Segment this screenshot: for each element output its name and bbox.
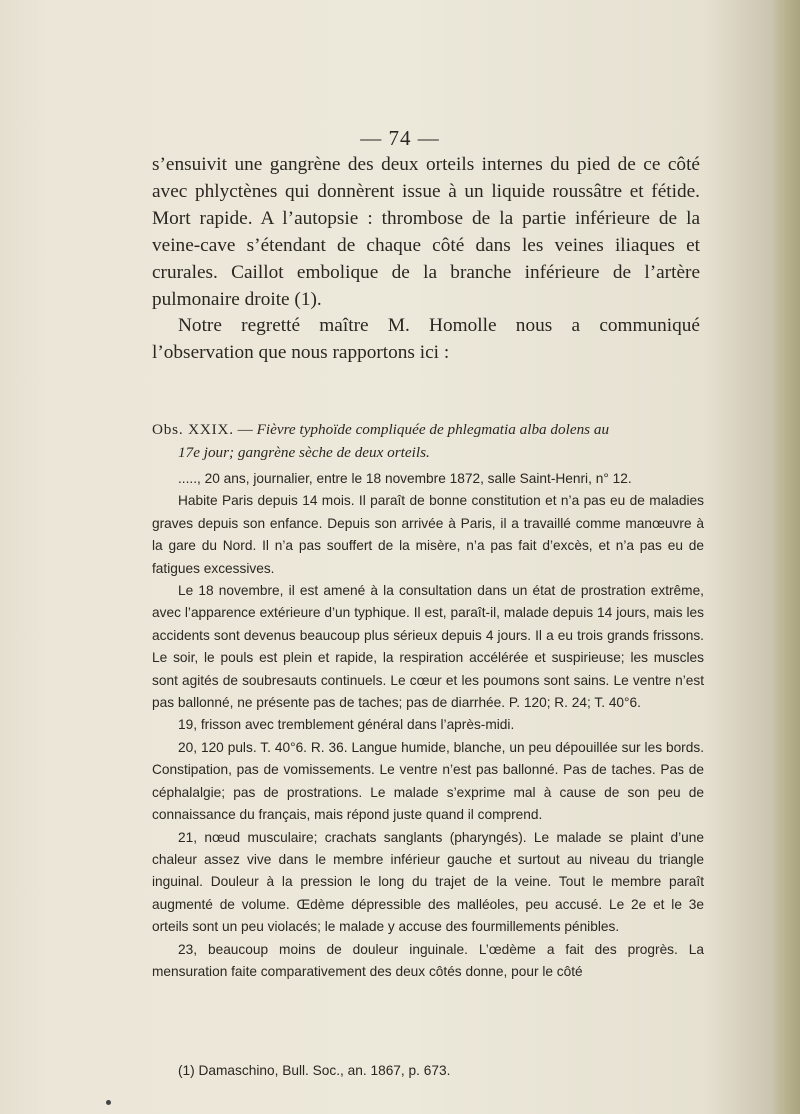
body-paragraph: 23, beaucoup moins de douleur inguinale. L’œdème a fait des progrès. La mensuration faite comparativement des deux côtés donne, pour le côté	[152, 941, 704, 979]
observation-body	[152, 468, 704, 983]
footnote: (1) Damaschino, Bull. Soc., an. 1867, p. 673.	[178, 1063, 451, 1078]
observation-title-line-1: Fièvre typhoïde compliquée de phlegmatia alba dolens au	[256, 421, 610, 438]
intro-paragraph-1: s’ensuivit une gangrène des deux orteils internes du pied de ce côté avec phlyctènes qui donnèrent issue à un liquide roussâtre et fétide. Mort rapide. A l’autopsie : thrombose de la partie inférieure de la veine-cave s’étendant de chaque côté dans les veines iliaques et crurales. Caillot embolique de la branche inférieure de l’artère pulmonaire droite (1).	[152, 154, 700, 310]
body-paragraph: 21, nœud musculaire; crachats sanglants (pharyngés). Le malade se plaint d’une chaleur assez vive dans le membre inférieur gauche et surtout au niveau du triangle inguinal. Douleur à la pression le long du trajet de la veine. Tout le membre paraît augmenté de volume. Œdème dépressible des malléoles, peu accusé. Le 2e et le 3e orteils sont un peu violacés; le malade y accuse des fourmillements pénibles.	[152, 829, 704, 935]
body-paragraph: 20, 120 puls. T. 40°6. R. 36. Langue humide, blanche, un peu dépouillée sur les bords. Constipation, pas de vomissements. Le ventre n’est pas ballonné. Pas de taches. Pas de céphalalgie; pas de prostrations. Le malade s’exprime mal à cause de son peu de connaissance du français, mais répond juste quand il comprend.	[152, 739, 704, 823]
page-number: — 74 —	[360, 126, 440, 150]
body-paragraph: Habite Paris depuis 14 mois. Il paraît de bonne constitution et n’a pas eu de maladies graves depuis son enfance. Depuis son arrivée à Paris, il a travaillé comme manœuvre à la gare du Nord. Il n’a pas souffert de la misère, n’a pas fait d’excès, et n’a pas eu de fatigues excessives.	[152, 493, 704, 576]
intro-text	[152, 152, 700, 367]
observation-label: Obs. XXIX.	[152, 421, 234, 438]
ink-dot	[106, 1100, 111, 1105]
body-paragraph: ....., 20 ans, journalier, entre le 18 novembre 1872, salle Saint-Henri, n° 12.	[178, 471, 632, 486]
body-paragraph: 19, frisson avec tremblement général dans l’après-midi.	[178, 717, 515, 733]
observation-heading	[152, 419, 712, 464]
observation-dash: —	[233, 421, 257, 438]
intro-paragraph-2: Notre regretté maître M. Homolle nous a communiqué l’observation que nous rapportons ici :	[152, 315, 700, 364]
page-edge-shadow	[772, 0, 800, 1114]
observation-title-line-2: 17e jour; gangrène sèche de deux orteils.	[178, 443, 430, 461]
body-paragraph: Le 18 novembre, il est amené à la consultation dans un état de prostration extrême, avec l’apparence extérieure d’un typhique. Il est, paraît-il, malade depuis 14 jours, mais les accidents sont devenus beaucoup plus sérieux depuis 4 jours. Il a eu trois grands frissons. Le soir, le pouls est plein et rapide, la respiration accélérée et suspirieuse; les muscles sont agités de soubresauts continuels. Le cœur et les poumons sont sains. Le ventre n’est pas ballonné, ne présente pas de taches; pas de diarrhée. P. 120; R. 24; T. 40°6.	[152, 583, 704, 711]
